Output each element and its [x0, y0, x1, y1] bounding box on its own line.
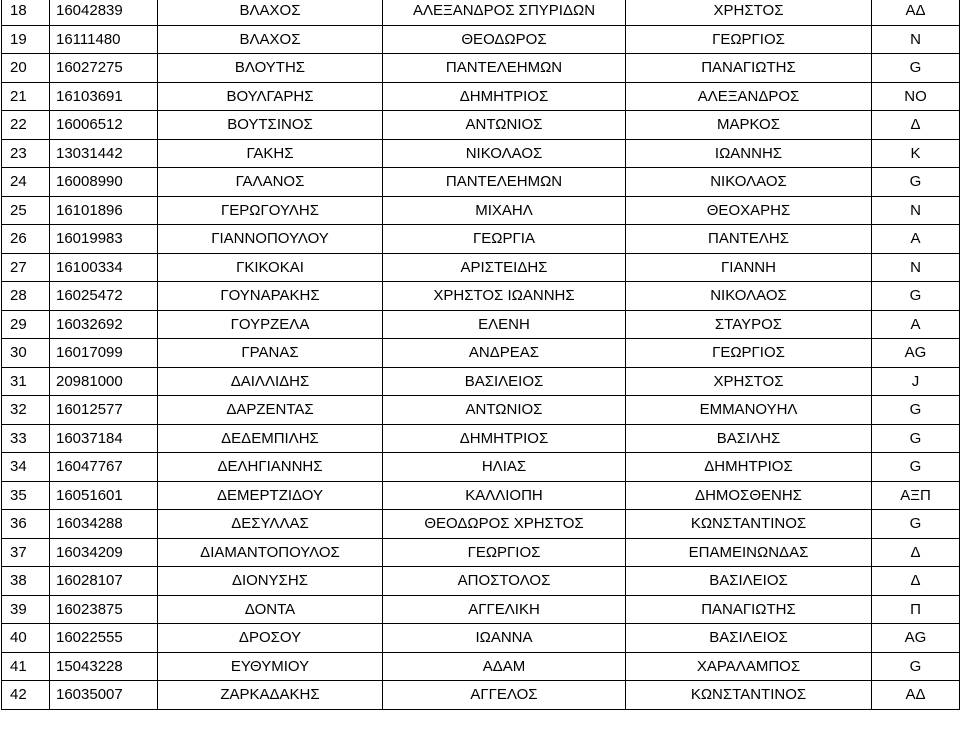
registration-id-cell: 15043228 [50, 652, 158, 681]
table-row [2, 339, 960, 368]
table-row [2, 82, 960, 111]
surname-cell: ΓΟΥΡΖΕΛΑ [158, 310, 383, 339]
surname-cell: ΒΛΟΥΤΗΣ [158, 54, 383, 83]
registration-id-cell: 16006512 [50, 111, 158, 140]
registration-id-cell: 16047767 [50, 453, 158, 482]
table-row [2, 424, 960, 453]
row-number-cell: 34 [2, 453, 50, 482]
surname-cell: ΔΟΝΤΑ [158, 595, 383, 624]
registration-id-cell: 16051601 [50, 481, 158, 510]
first-name-cell: ΑΓΓΕΛΙΚΗ [383, 595, 626, 624]
father-name-cell: ΓΙΑΝΝΗ [626, 253, 872, 282]
father-name-cell: ΓΕΩΡΓΙΟΣ [626, 25, 872, 54]
row-number-cell: 23 [2, 139, 50, 168]
category-cell: G [872, 510, 960, 539]
registration-id-cell: 16012577 [50, 396, 158, 425]
father-name-cell: ΚΩΝΣΤΑΝΤΙΝΟΣ [626, 681, 872, 710]
category-cell: Ν [872, 196, 960, 225]
father-name-cell: ΙΩΑΝΝΗΣ [626, 139, 872, 168]
surname-cell: ΒΛΑΧΟΣ [158, 0, 383, 25]
father-name-cell: ΑΛΕΞΑΝΔΡΟΣ [626, 82, 872, 111]
category-cell: AG [872, 624, 960, 653]
first-name-cell: ΑΡΙΣΤΕΙΔΗΣ [383, 253, 626, 282]
table-row [2, 652, 960, 681]
category-cell: Δ [872, 111, 960, 140]
first-name-cell: ΓΕΩΡΓΙΑ [383, 225, 626, 254]
father-name-cell: ΠΑΝΑΓΙΩΤΗΣ [626, 54, 872, 83]
father-name-cell: ΧΡΗΣΤΟΣ [626, 0, 872, 25]
surname-cell: ΓΡΑΝΑΣ [158, 339, 383, 368]
table-row [2, 481, 960, 510]
row-number-cell: 42 [2, 681, 50, 710]
first-name-cell: ΕΛΕΝΗ [383, 310, 626, 339]
first-name-cell: ΠΑΝΤΕΛΕΗΜΩΝ [383, 54, 626, 83]
registration-id-cell: 16025472 [50, 282, 158, 311]
father-name-cell: ΧΑΡΑΛΑΜΠΟΣ [626, 652, 872, 681]
row-number-cell: 25 [2, 196, 50, 225]
first-name-cell: ΙΩΑΝΝΑ [383, 624, 626, 653]
row-number-cell: 29 [2, 310, 50, 339]
father-name-cell: ΠΑΝΤΕΛΗΣ [626, 225, 872, 254]
table-row [2, 111, 960, 140]
surname-cell: ΕΥΘΥΜΙΟΥ [158, 652, 383, 681]
row-number-cell: 18 [2, 0, 50, 25]
category-cell: Κ [872, 139, 960, 168]
surname-cell: ΓΑΛΑΝΟΣ [158, 168, 383, 197]
table-row [2, 453, 960, 482]
surname-cell: ΔΑΡΖΕΝΤΑΣ [158, 396, 383, 425]
first-name-cell: ΧΡΗΣΤΟΣ ΙΩΑΝΝΗΣ [383, 282, 626, 311]
surname-cell: ΔΕΔΕΜΠΙΛΗΣ [158, 424, 383, 453]
table-row [2, 567, 960, 596]
registration-id-cell: 16008990 [50, 168, 158, 197]
first-name-cell: ΘΕΟΔΩΡΟΣ [383, 25, 626, 54]
table-row [2, 396, 960, 425]
table-body [2, 0, 960, 709]
category-cell: ΑΔ [872, 0, 960, 25]
registration-id-cell: 16037184 [50, 424, 158, 453]
first-name-cell: ΝΙΚΟΛΑΟΣ [383, 139, 626, 168]
first-name-cell: ΑΠΟΣΤΟΛΟΣ [383, 567, 626, 596]
row-number-cell: 27 [2, 253, 50, 282]
row-number-cell: 41 [2, 652, 50, 681]
surname-cell: ΔΕΜΕΡΤΖΙΔΟΥ [158, 481, 383, 510]
surname-cell: ΒΟΥΤΣΙΝΟΣ [158, 111, 383, 140]
surname-cell: ΔΙΟΝΥΣΗΣ [158, 567, 383, 596]
surname-cell: ΓΑΚΗΣ [158, 139, 383, 168]
row-number-cell: 28 [2, 282, 50, 311]
surname-cell: ΔΡΟΣΟΥ [158, 624, 383, 653]
registration-id-cell: 16111480 [50, 25, 158, 54]
table-row [2, 282, 960, 311]
first-name-cell: ΔΗΜΗΤΡΙΟΣ [383, 424, 626, 453]
table-row [2, 253, 960, 282]
registration-id-cell: 16027275 [50, 54, 158, 83]
surname-cell: ΔΑΙΛΛΙΔΗΣ [158, 367, 383, 396]
father-name-cell: ΝΙΚΟΛΑΟΣ [626, 282, 872, 311]
table-row [2, 225, 960, 254]
registration-id-cell: 16042839 [50, 0, 158, 25]
first-name-cell: ΗΛΙΑΣ [383, 453, 626, 482]
registration-id-cell: 16028107 [50, 567, 158, 596]
category-cell: ΑΞΠ [872, 481, 960, 510]
registration-id-cell: 16032692 [50, 310, 158, 339]
category-cell: Α [872, 225, 960, 254]
row-number-cell: 22 [2, 111, 50, 140]
registration-id-cell: 16019983 [50, 225, 158, 254]
father-name-cell: ΣΤΑΥΡΟΣ [626, 310, 872, 339]
row-number-cell: 30 [2, 339, 50, 368]
category-cell: G [872, 54, 960, 83]
category-cell: ΑΔ [872, 681, 960, 710]
row-number-cell: 33 [2, 424, 50, 453]
table-row [2, 510, 960, 539]
registration-id-cell: 16023875 [50, 595, 158, 624]
surname-cell: ΓΟΥΝΑΡΑΚΗΣ [158, 282, 383, 311]
category-cell: Ν [872, 253, 960, 282]
father-name-cell: ΒΑΣΙΛΕΙΟΣ [626, 624, 872, 653]
row-number-cell: 32 [2, 396, 50, 425]
surname-cell: ΔΕΣΥΛΛΑΣ [158, 510, 383, 539]
student-table [1, 0, 960, 710]
row-number-cell: 40 [2, 624, 50, 653]
category-cell: Π [872, 595, 960, 624]
first-name-cell: ΘΕΟΔΩΡΟΣ ΧΡΗΣΤΟΣ [383, 510, 626, 539]
row-number-cell: 35 [2, 481, 50, 510]
first-name-cell: ΚΑΛΛΙΟΠΗ [383, 481, 626, 510]
father-name-cell: ΔΗΜΟΣΘΕΝΗΣ [626, 481, 872, 510]
first-name-cell: ΑΝΔΡΕΑΣ [383, 339, 626, 368]
surname-cell: ΔΙΑΜΑΝΤΟΠΟΥΛΟΣ [158, 538, 383, 567]
table-row [2, 139, 960, 168]
table-row [2, 196, 960, 225]
category-cell: ΝΟ [872, 82, 960, 111]
father-name-cell: ΔΗΜΗΤΡΙΟΣ [626, 453, 872, 482]
registration-id-cell: 20981000 [50, 367, 158, 396]
first-name-cell: ΑΔΑΜ [383, 652, 626, 681]
category-cell: Δ [872, 567, 960, 596]
table-row [2, 367, 960, 396]
father-name-cell: ΕΜΜΑΝΟΥΗΛ [626, 396, 872, 425]
table-row [2, 54, 960, 83]
category-cell: G [872, 453, 960, 482]
father-name-cell: ΠΑΝΑΓΙΩΤΗΣ [626, 595, 872, 624]
row-number-cell: 31 [2, 367, 50, 396]
father-name-cell: ΕΠΑΜΕΙΝΩΝΔΑΣ [626, 538, 872, 567]
category-cell: G [872, 396, 960, 425]
first-name-cell: ΑΝΤΩΝΙΟΣ [383, 111, 626, 140]
surname-cell: ΒΛΑΧΟΣ [158, 25, 383, 54]
table-row [2, 595, 960, 624]
first-name-cell: ΑΝΤΩΝΙΟΣ [383, 396, 626, 425]
surname-cell: ΔΕΛΗΓΙΑΝΝΗΣ [158, 453, 383, 482]
registration-id-cell: 16034288 [50, 510, 158, 539]
table-row [2, 681, 960, 710]
row-number-cell: 38 [2, 567, 50, 596]
father-name-cell: ΘΕΟΧΑΡΗΣ [626, 196, 872, 225]
registration-id-cell: 16100334 [50, 253, 158, 282]
registration-id-cell: 16035007 [50, 681, 158, 710]
registration-id-cell: 16017099 [50, 339, 158, 368]
table-row [2, 168, 960, 197]
surname-cell: ΓΙΑΝΝΟΠΟΥΛΟΥ [158, 225, 383, 254]
row-number-cell: 36 [2, 510, 50, 539]
category-cell: Ν [872, 25, 960, 54]
row-number-cell: 20 [2, 54, 50, 83]
category-cell: G [872, 168, 960, 197]
surname-cell: ΒΟΥΛΓΑΡΗΣ [158, 82, 383, 111]
father-name-cell: ΒΑΣΙΛΕΙΟΣ [626, 567, 872, 596]
row-number-cell: 39 [2, 595, 50, 624]
father-name-cell: ΧΡΗΣΤΟΣ [626, 367, 872, 396]
category-cell: Α [872, 310, 960, 339]
registration-id-cell: 13031442 [50, 139, 158, 168]
row-number-cell: 37 [2, 538, 50, 567]
father-name-cell: ΒΑΣΙΛΗΣ [626, 424, 872, 453]
father-name-cell: ΜΑΡΚΟΣ [626, 111, 872, 140]
row-number-cell: 21 [2, 82, 50, 111]
table-row [2, 25, 960, 54]
father-name-cell: ΝΙΚΟΛΑΟΣ [626, 168, 872, 197]
table-row [2, 0, 960, 25]
first-name-cell: ΓΕΩΡΓΙΟΣ [383, 538, 626, 567]
first-name-cell: ΒΑΣΙΛΕΙΟΣ [383, 367, 626, 396]
category-cell: Δ [872, 538, 960, 567]
first-name-cell: ΑΓΓΕΛΟΣ [383, 681, 626, 710]
surname-cell: ΓΚΙΚΟΚΑΙ [158, 253, 383, 282]
table-row [2, 310, 960, 339]
surname-cell: ΖΑΡΚΑΔΑΚΗΣ [158, 681, 383, 710]
father-name-cell: ΓΕΩΡΓΙΟΣ [626, 339, 872, 368]
category-cell: G [872, 282, 960, 311]
category-cell: G [872, 424, 960, 453]
table-row [2, 624, 960, 653]
category-cell: J [872, 367, 960, 396]
surname-cell: ΓΕΡΩΓΟΥΛΗΣ [158, 196, 383, 225]
table-row [2, 538, 960, 567]
first-name-cell: ΔΗΜΗΤΡΙΟΣ [383, 82, 626, 111]
registration-id-cell: 16101896 [50, 196, 158, 225]
row-number-cell: 26 [2, 225, 50, 254]
first-name-cell: ΜΙΧΑΗΛ [383, 196, 626, 225]
category-cell: G [872, 652, 960, 681]
registration-id-cell: 16022555 [50, 624, 158, 653]
first-name-cell: ΑΛΕΞΑΝΔΡΟΣ ΣΠΥΡΙΔΩΝ [383, 0, 626, 25]
first-name-cell: ΠΑΝΤΕΛΕΗΜΩΝ [383, 168, 626, 197]
father-name-cell: ΚΩΝΣΤΑΝΤΙΝΟΣ [626, 510, 872, 539]
registration-id-cell: 16103691 [50, 82, 158, 111]
category-cell: AG [872, 339, 960, 368]
row-number-cell: 24 [2, 168, 50, 197]
registration-id-cell: 16034209 [50, 538, 158, 567]
row-number-cell: 19 [2, 25, 50, 54]
